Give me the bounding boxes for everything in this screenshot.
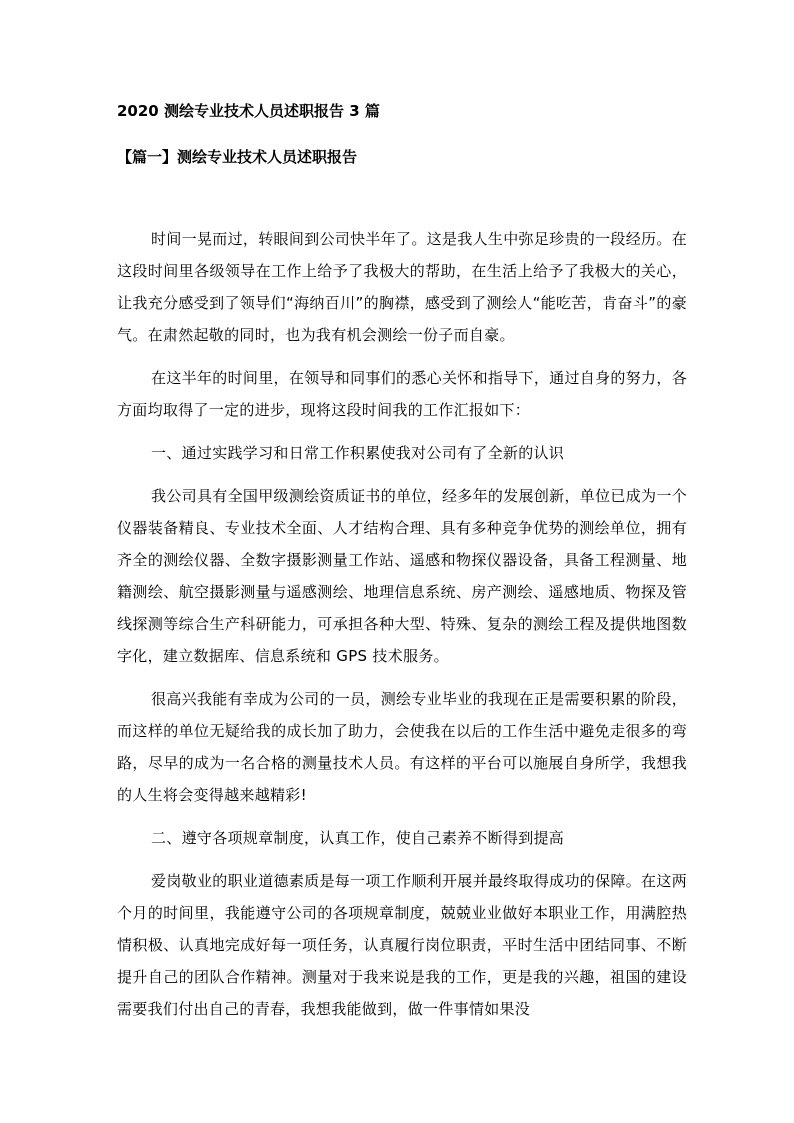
paragraph-company-profile: 我公司具有全国甲级测绘资质证书的单位，经多年的发展创新，单位已成为一个仪器装备精良、专业技术全面、人才结构合理、具有多种竞争优势的测绘单位，拥有齐全的测绘仪器、全数字摄影测量工作站、遥感和物探仪器设备，具备工程测量、地籍测绘、航空摄影测量与遥感测绘、地理信息系统、房产测绘、遥感地质、物探及管线探测等综合生产科研能力，可承担各种大型、特殊、复杂的测绘工程及提供地图数字化，建立数据库、信息系统和 GPS 技术服务。 [117,487,687,665]
document-title: 2020 测绘专业技术人员述职报告 3 篇 [117,102,380,120]
section-heading: 【篇一】测绘专业技术人员述职报告 [117,148,358,166]
paragraph-work-ethic: 爱岗敬业的职业道德素质是每一项工作顺利开展并最终取得成功的保障。在这两个月的时间里，我能遵守公司的各项规章制度，兢兢业业做好本职业工作，用满腔热情积极、认真地完成好每一项任务，认真履行岗位职责，平时生活中团结同事、不断提升自己的团队合作精神。测量对于我来说是我的工作，更是我的兴趣，祖国的建设需要我们付出自己的青春，我想我能做到，做一件事情如果没 [117,872,687,1018]
paragraph-summary: 在这半年的时间里，在领导和同事们的悉心关怀和指导下，通过自身的努力，各方面均取得了一定的进步，现将这段时间我的工作汇报如下： [117,369,687,419]
paragraph-personal-growth: 很高兴我能有幸成为公司的一员，测绘专业毕业的我现在正是需要积累的阶段，而这样的单位无疑给我的成长加了助力，会使我在以后的工作生活中避免走很多的弯路，尽早的成为一名合格的测量技术人员。有这样的平台可以施展自身所学，我想我的人生将会变得越来越精彩! [117,690,687,804]
subheading-company-understanding: 一、通过实践学习和日常工作积累使我对公司有了全新的认识 [151,444,565,462]
paragraph-intro: 时间一晃而过，转眼间到公司快半年了。这是我人生中弥足珍贵的一段经历。在这段时间里各级领导在工作上给予了我极大的帮助，在生活上给予了我极大的关心，让我充分感受到了领导们“海纳百川”的胸襟，感受到了测绘人“能吃苦，肯奋斗”的豪气。在肃然起敬的同时，也为我有机会测绘一份子而自豪。 [117,230,687,344]
subheading-rules-compliance: 二、遵守各项规章制度，认真工作，使自己素养不断得到提高 [151,829,565,847]
document-body [117,223,687,1036]
